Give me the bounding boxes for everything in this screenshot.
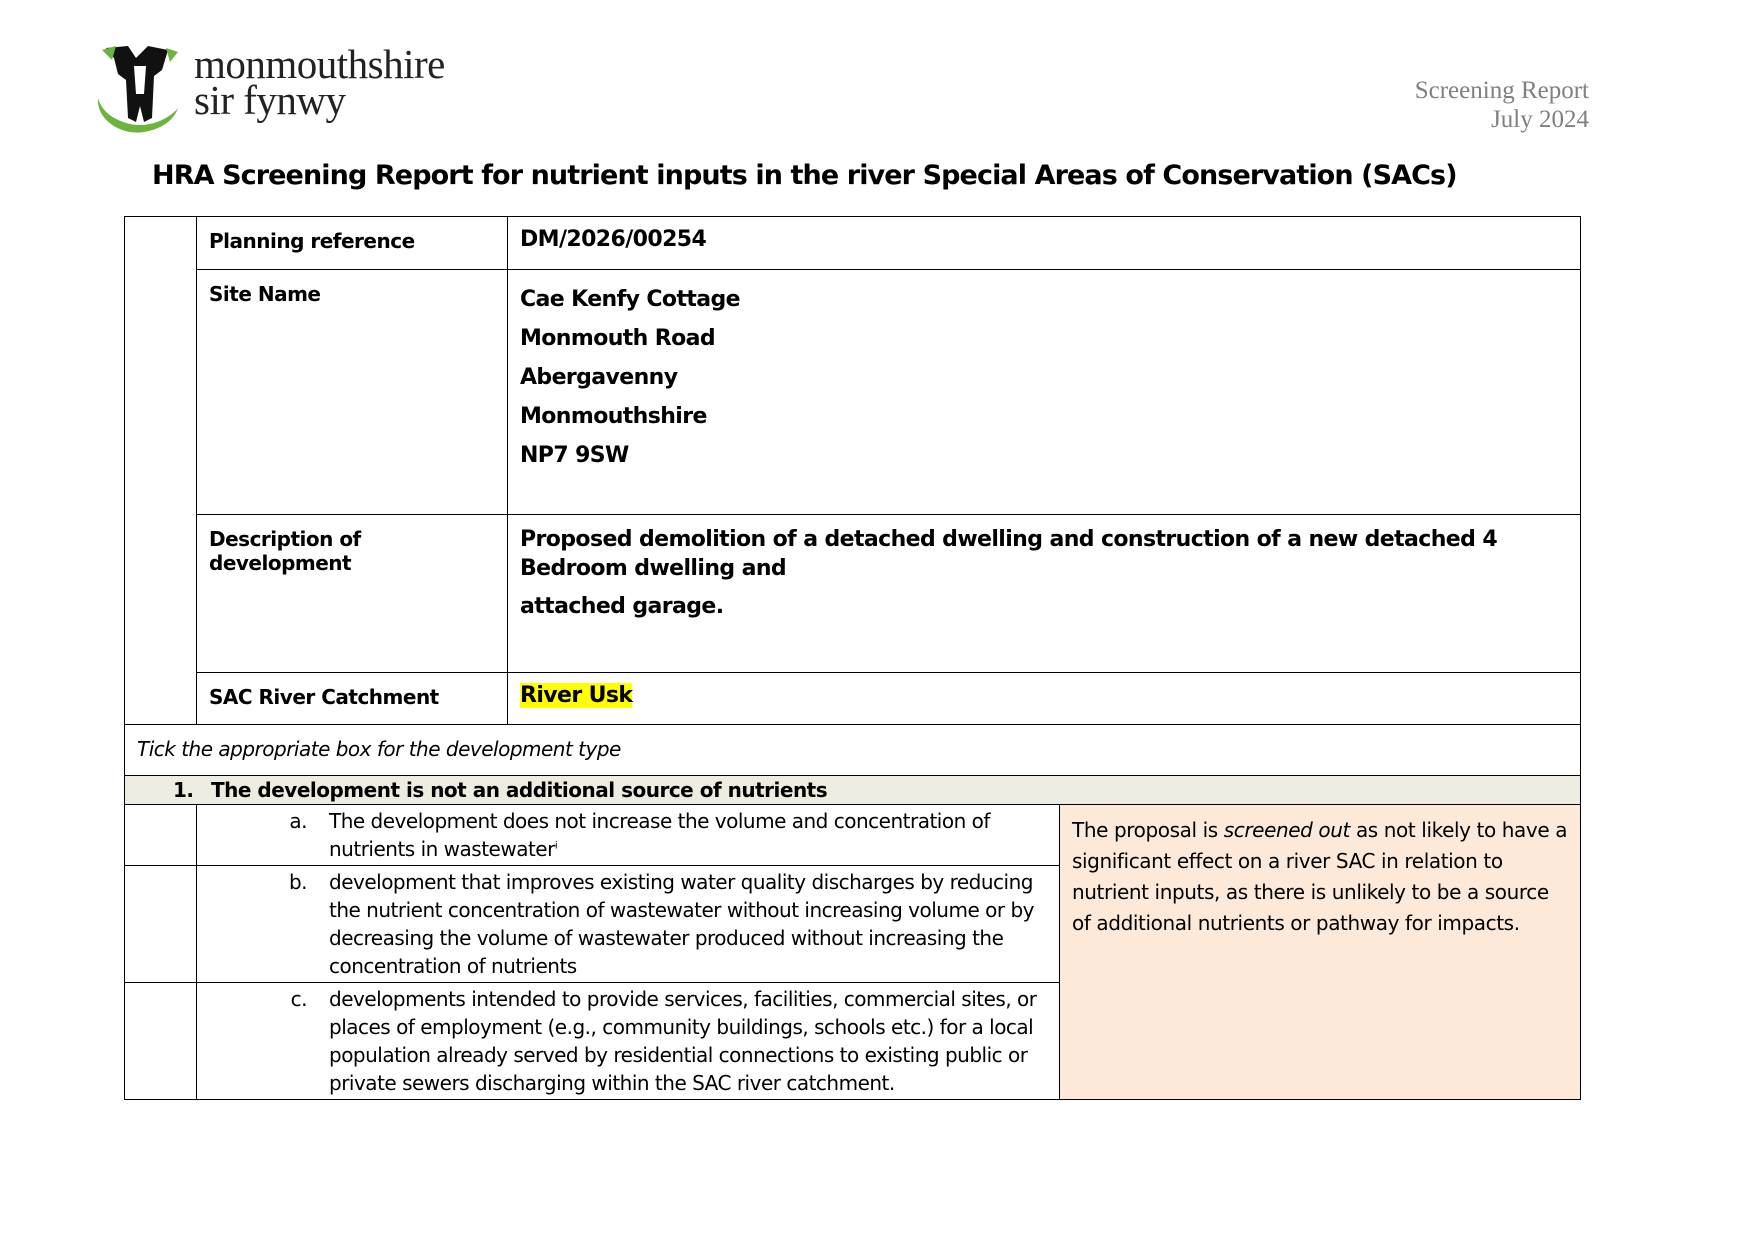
item-text: developments intended to provide services, facilities, commercial sites, or places of employment (e.g., community buildings, schools etc.) for a local population already served by residential connections to existing public or private sewers discharging within the SAC river catchment. [329,987,1037,1095]
description-label: Description of development [197,515,508,673]
planning-reference-value: DM/2026/00254 [508,217,1581,270]
item-row-a [125,805,1581,866]
conclusion-emphasis: screened out [1223,818,1350,842]
footnote-marker[interactable]: i [554,840,558,852]
page-title: HRA Screening Report for nutrient inputs in the river Special Areas of Conservation (SACs) [152,160,1457,191]
site-name-label: Site Name [197,270,508,515]
item-b [197,866,1060,983]
report-title: Screening Report [1414,77,1589,104]
section-header-row [125,776,1581,805]
report-date: July 2024 [1491,106,1589,133]
council-logo [92,40,445,140]
left-margin-cell [125,217,197,725]
site-address-line: Abergavenny [520,365,678,390]
site-address-line: Cae Kenfy Cottage [520,287,740,312]
section-title: The development is not an additional source of nutrients [211,778,828,802]
section-heading [125,776,1581,805]
description-line: attached garage. [520,594,724,619]
instruction-text: Tick the appropriate box for the development type [125,725,1581,776]
site-address-line: Monmouthshire [520,404,707,429]
item-text: development that improves existing water quality discharges by reducing the nutrient concentration of wastewater without increasing volume or by decreasing the volume of wastewater produced without increasing the concentration of nutrients [329,870,1034,978]
checkbox-cell-c[interactable] [125,983,197,1100]
site-name-row [125,270,1581,515]
report-header [1415,76,1589,134]
catchment-row [125,673,1581,725]
checkbox-cell-a[interactable] [125,805,197,866]
item-letter: c. [290,987,307,1011]
description-line: Proposed demolition of a detached dwelling and construction of a new detached 4 Bedroom dwelling and [520,527,1498,581]
item-a [197,805,1060,866]
site-address-line: Monmouth Road [520,326,716,351]
checkbox-cell-b[interactable] [125,866,197,983]
dragon-emblem-icon [92,40,192,140]
planning-reference-row [125,217,1581,270]
item-letter: a. [289,809,307,833]
catchment-value [508,673,1581,725]
item-text: The development does not increase the volume and concentration of nutrients in wastewater$^i$ [329,809,990,861]
catchment-highlight: River Usk [520,683,633,708]
logo-wordmark: monmouthshire sir fynwy [194,41,445,123]
section-number: 1. [173,778,194,802]
item-letter: b. [288,870,307,894]
instruction-row [125,725,1581,776]
screening-table [124,216,1581,1100]
catchment-label: SAC River Catchment [197,673,508,725]
site-address-line: NP7 9SW [520,443,629,468]
conclusion-cell: The proposal is screened out as not likely to have a significant effect on a river SAC in relation to nutrient inputs, as there is unlikely to be a source of additional nutrients or pathway for impacts. [1060,805,1581,1100]
planning-reference-label: Planning reference [197,217,508,270]
item-c [197,983,1060,1100]
description-row [125,515,1581,673]
description-value [508,515,1581,673]
site-name-value [508,270,1581,515]
